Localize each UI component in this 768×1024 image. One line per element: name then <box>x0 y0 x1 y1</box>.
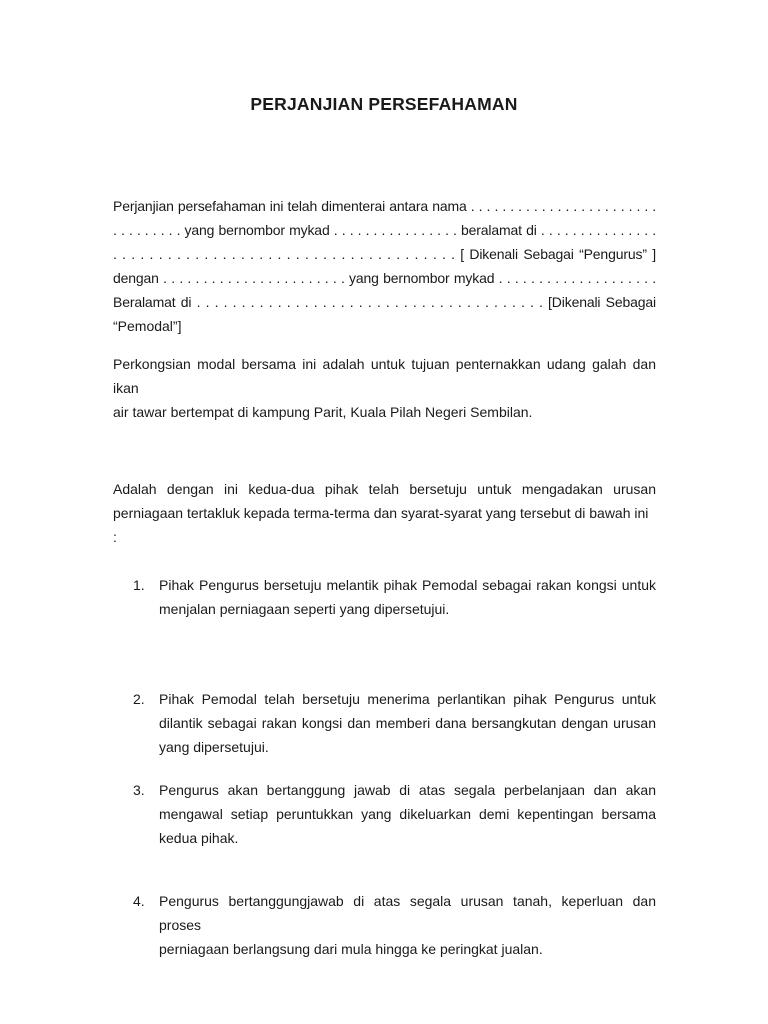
text-line: perniagaan berlangsung dari mula hingga ke peringkat jualan. <box>159 941 543 957</box>
text-line: dengan . . . . . . . . . . . . . . . . . . . . . . . yang bernombor mykad . . . . . . . . . . . . . . . . . . . . <box>113 270 656 286</box>
list-item-text <box>159 778 656 850</box>
text-line: . . . . . . . . . yang bernombor mykad . . . . . . . . . . . . . . . . beralamat di . . . . . . . . . . . . . . . <box>113 222 656 238</box>
list-number: 1. <box>133 577 145 593</box>
list-number: 4. <box>133 893 145 909</box>
text-line: mengawal setiap peruntukkan yang dikeluarkan demi kepentingan bersama <box>159 806 656 822</box>
list-item <box>133 778 656 850</box>
list-item-text <box>159 889 656 961</box>
list-item <box>133 687 656 759</box>
list-item <box>133 889 656 961</box>
purpose-paragraph <box>113 352 656 424</box>
text-line: Perkongsian modal bersama ini adalah untuk tujuan penternakkan udang galah dan ikan <box>113 356 656 396</box>
text-line: Pengurus bertanggungjawab di atas segala urusan tanah, keperluan dan proses <box>159 893 656 933</box>
text-line: menjalan perniagaan seperti yang dipersetujui. <box>159 601 450 617</box>
intro-paragraph <box>113 194 656 338</box>
text-line: air tawar bertempat di kampung Parit, Kuala Pilah Negeri Sembilan. <box>113 404 533 420</box>
terms-list <box>0 573 768 961</box>
text-line: kedua pihak. <box>159 830 239 846</box>
text-line: yang dipersetujui. <box>159 739 269 755</box>
text-line: Perjanjian persefahaman ini telah dimenterai antara nama . . . . . . . . . . . . . . . . . . . . . . . . <box>113 198 656 214</box>
text-line: Pihak Pemodal telah bersetuju menerima perlantikan pihak Pengurus untuk <box>159 691 656 707</box>
text-line: Beralamat di . . . . . . . . . . . . . . . . . . . . . . . . . . . . . . . . . . . . . . . [Dikenali Sebagai <box>113 294 656 310</box>
agreement-paragraph <box>113 477 656 549</box>
list-number: 3. <box>133 782 145 798</box>
list-number: 2. <box>133 691 145 707</box>
list-item-text <box>159 573 656 621</box>
list-item <box>133 573 656 621</box>
document-title: PERJANJIAN PERSEFAHAMAN <box>250 94 518 114</box>
list-item-text <box>159 687 656 759</box>
text-line: . . . . . . . . . . . . . . . . . . . . . . . . . . . . . . . . . . . . . . [ Dikenali Sebagai “Pengurus” ] <box>113 246 656 262</box>
text-line: “Pemodal”] <box>113 318 182 334</box>
text-line: dilantik sebagai rakan kongsi dan memberi dana bersangkutan dengan urusan <box>159 715 656 731</box>
text-line: Pengurus akan bertanggung jawab di atas segala perbelanjaan dan akan <box>159 782 656 798</box>
text-line: Pihak Pengurus bersetuju melantik pihak Pemodal sebagai rakan kongsi untuk <box>159 577 656 593</box>
text-line: Adalah dengan ini kedua-dua pihak telah bersetuju untuk mengadakan urusan <box>113 481 656 497</box>
text-line: perniagaan tertakluk kepada terma-terma dan syarat-syarat yang tersebut di bawah ini : <box>113 505 649 545</box>
